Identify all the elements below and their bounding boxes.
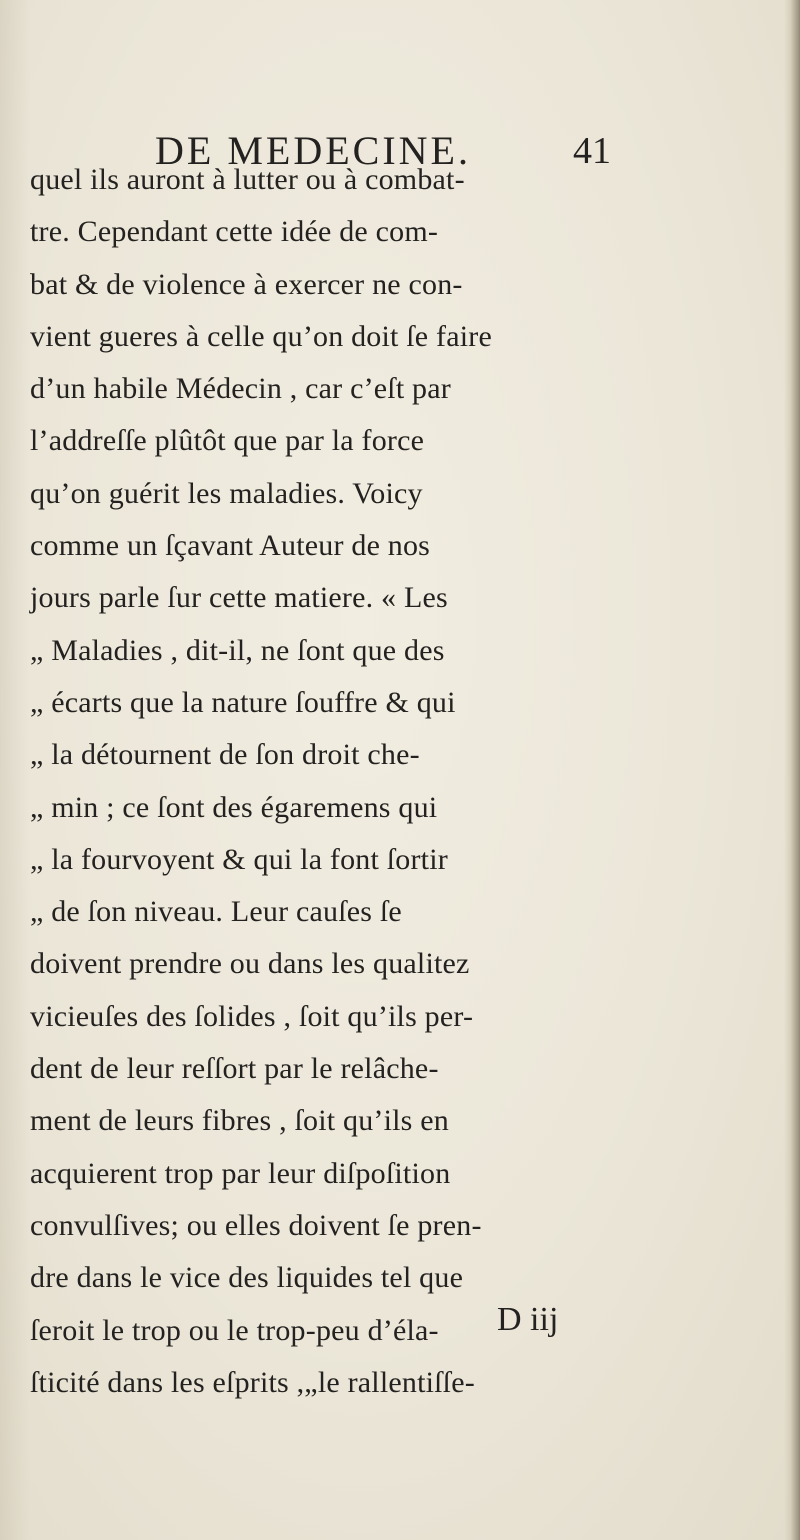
page-edge [784, 0, 800, 1540]
text-line: doivent prendre ou dans les qualitez [30, 947, 470, 981]
text-line: tre. Cependant cette idée de com- [30, 215, 439, 249]
signature-mark: D iij [497, 1301, 559, 1338]
text-line: jours parle ſur cette matiere. « Les [30, 581, 448, 615]
text-line: ſticité dans les eſprits ,„le rallentiſſe- [30, 1365, 475, 1399]
text-line: vient gueres à celle qu’on doit ſe faire [30, 319, 492, 353]
text-line: vicieuſes des ſolides , ſoit qu’ils per- [30, 999, 474, 1033]
text-line: ment de leurs fibres , ſoit qu’ils en [30, 1104, 449, 1138]
text-line: l’addreſſe plûtôt que par la force [30, 424, 425, 458]
running-title: DE MEDECINE. [155, 128, 471, 173]
text-line: „ min ; ce ſont des égaremens qui [30, 790, 438, 824]
text-line: qu’on guérit les maladies. Voicy [30, 476, 423, 510]
text-line: dre dans le vice des liquides tel que [30, 1261, 464, 1295]
text-line: „ Maladies , dit-il, ne ſont que des [30, 633, 445, 667]
text-line: ſeroit le trop ou le trop-peu d’éla- [30, 1313, 439, 1347]
text-line: comme un ſçavant Auteur de nos [30, 529, 431, 563]
page-number: 41 [573, 130, 611, 172]
text-line: bat & de violence à exercer ne con- [30, 267, 463, 301]
text-line: dent de leur reſſort par le relâche- [30, 1052, 439, 1086]
text-line: „ la détournent de ſon droit che- [30, 738, 420, 772]
text-line: „ écarts que la nature ſouffre & qui [30, 685, 456, 719]
body-text [30, 154, 770, 1409]
text-line: quel ils auront à lutter ou à combat- [30, 163, 465, 196]
text-line: „ de ſon niveau. Leur cauſes ſe [30, 895, 402, 929]
gutter-shadow [0, 0, 30, 1540]
text-line: acquierent trop par leur diſpoſition [30, 1156, 451, 1190]
text-line: d’un habile Médecin , car c’eſt par [30, 372, 451, 406]
text-line: convulſives; ou elles doivent ſe pren- [30, 1208, 482, 1242]
text-line: „ la fourvoyent & qui la font ſortir [30, 842, 448, 876]
